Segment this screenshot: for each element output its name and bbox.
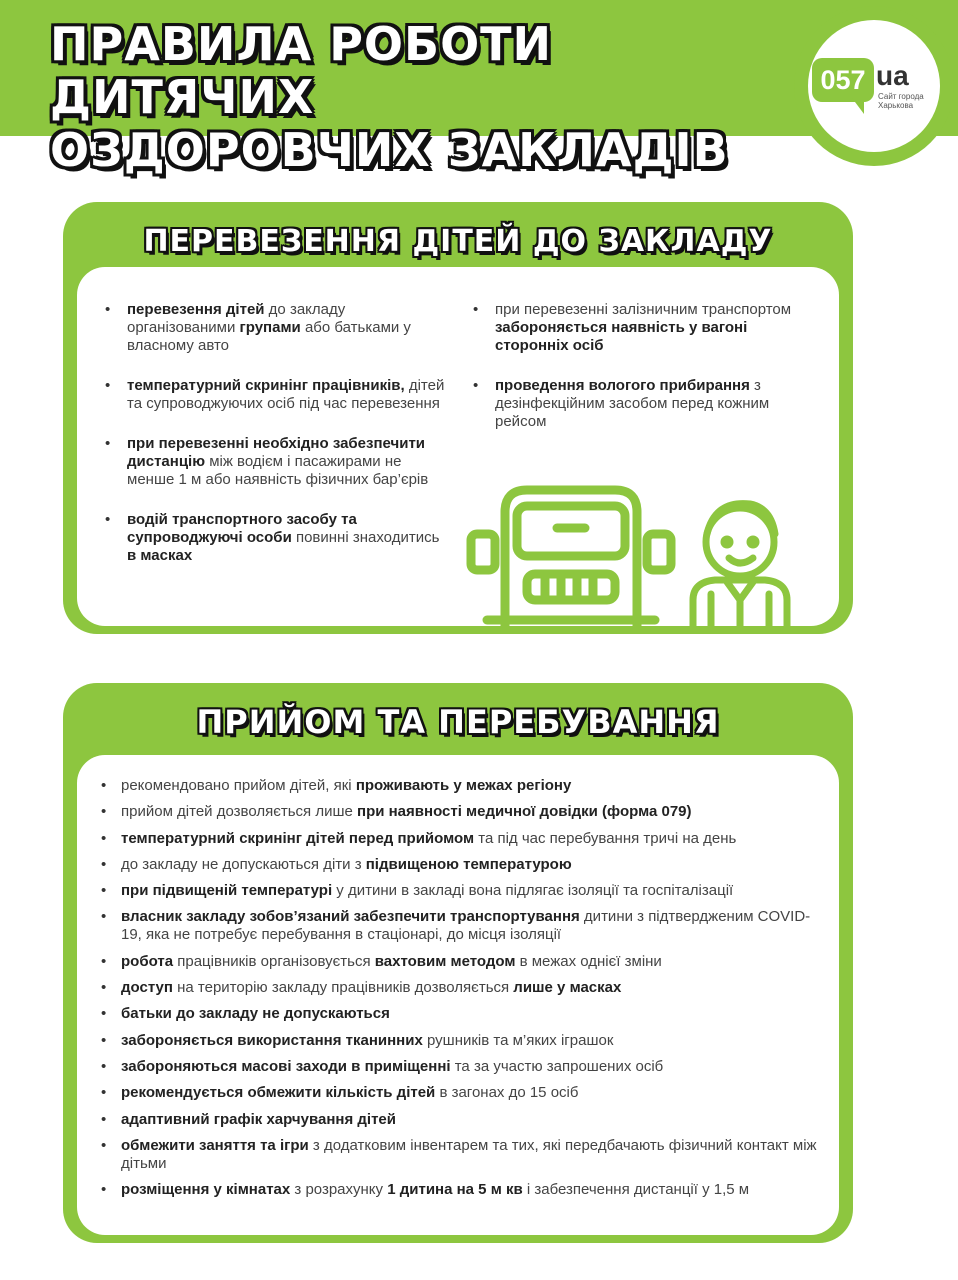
item-text: і забезпечення дистанції у 1,5 м [522,1181,750,1199]
item-text: рушників та м’яких іграшок [422,1031,614,1049]
item-text-bold: забороняються масові заходи в приміщенні [121,1057,451,1075]
item-text: з розрахунку [290,1181,388,1199]
list-item [99,856,829,874]
item-text: до закладу не допускаються діти з [121,855,366,873]
list-item [99,882,829,900]
item-text: в загонах до 15 осіб [435,1084,579,1102]
bus-icon [471,490,671,626]
logo-suffix: ua [876,60,909,91]
transport-card-body [77,267,839,626]
list-item [99,979,829,997]
item-text-bold: в масках [127,547,193,564]
logo-number: 057 [812,58,874,102]
list-item [99,1181,829,1199]
item-text: працівників організовується [173,952,375,970]
reception-card [63,683,853,1243]
list-item [469,301,814,355]
item-text-bold: вахтовим методом [374,952,516,970]
page-title [50,18,790,177]
transport-right-column [469,301,814,453]
item-text: у дитини в закладі вона підлягає ізоляції та госпіталізації [332,882,734,900]
item-text: дитини з підтвердженим COVID-19, яка не потребує перебування в стаціонарі, до місця ізоляції [121,908,811,944]
list-item [99,1005,829,1023]
transport-card-title: ПЕРЕВЕЗЕННЯ ДІТЕЙ ДО ЗАКЛАДУ [143,224,773,259]
page-title-line-1: ПРАВИЛА РОБОТИ ДИТЯЧИХ [50,17,553,124]
item-text: на територію закладу працівників дозволяється [172,979,514,997]
item-text-bold: температурний скринінг дітей перед прийомом [121,829,475,847]
item-text-bold: власник закладу зобов’язаний забезпечити транспортування [121,908,580,926]
item-text-bold: проведення вологого прибирання [495,377,750,394]
list-item [99,1084,829,1102]
item-text-bold: перевезення дітей [127,301,265,318]
item-text-bold: лише у масках [513,979,622,997]
list-item [99,908,829,944]
item-text-bold: групами [239,319,301,336]
item-text-bold: водій транспортного засобу та супроводжуючі особи [127,511,357,546]
item-text-bold: доступ [121,979,173,997]
list-item [99,953,829,971]
item-text: або батьками у власному авто [127,319,411,354]
child-icon [693,504,787,626]
list-item [99,1032,829,1050]
item-text-bold: проживають у межах регіону [355,777,572,794]
item-text-bold: підвищеною температурою [365,855,572,873]
item-text: повинні знаходитись [291,529,440,546]
list-item [99,1111,829,1129]
item-text-bold: при наявності медичної довідки (форма 079) [357,803,692,821]
item-text-bold: при підвищеній температурі [121,882,333,900]
reception-card-body [77,755,839,1235]
list-item [99,1058,829,1076]
list-item [99,830,829,848]
transport-card [63,202,853,634]
item-text: між водієм і пасажирами не менше 1 м або наявність фізичних бар’єрів [127,453,429,488]
item-text: при перевезенні залізничним транспортом [495,301,792,318]
list-item [101,377,446,413]
item-text-bold: при перевезенні необхідно забезпечити дистанцію [127,435,426,470]
item-text: з додатковим інвентарем та тих, які передбачають фізичний контакт між дітьми [121,1136,817,1172]
list-item [101,301,446,355]
item-text: та під час перебування тричі на день [474,829,737,847]
list-item [99,1137,829,1173]
item-text-bold: батьки до закладу не допускаються [121,1005,390,1023]
item-text-bold: адаптивний графік харчування дітей [121,1110,396,1128]
item-text: в межах однієї зміни [515,952,662,970]
item-text: рекомендовано прийом дітей, які [121,777,356,794]
logo-tagline: Сайт города Харькова [878,92,924,110]
list-item [101,435,446,489]
item-text-bold: рекомендується обмежити кількість дітей [121,1084,436,1102]
logo-bubble-tail [852,98,864,114]
item-text-bold: забороняється наявність у вагоні сторонніх осіб [495,319,748,354]
reception-list [99,777,829,1207]
item-text: дітей та супроводжуючих осіб під час перевезення [127,377,445,412]
item-text-bold: обмежити заняття та ігри [121,1136,309,1154]
list-item [99,777,829,795]
item-text: прийом дітей дозволяється лише [121,803,358,821]
item-text-bold: розміщення у кімнатах [121,1181,291,1199]
item-text-bold: температурний скринінг працівників, [127,377,405,394]
page-title-line-2: ОЗДОРОВЧИХ ЗАКЛАДІВ [50,123,729,177]
transport-illustration [465,482,805,626]
item-text-bold: 1 дитина на 5 м кв [387,1181,523,1199]
item-text: та за участю запрошених осіб [450,1057,664,1075]
transport-left-column [101,301,446,587]
list-item [101,511,446,565]
item-text: до закладу організованими [127,301,346,336]
item-text-bold: забороняється використання тканинних [121,1031,423,1049]
reception-card-title: ПРИЙОМ ТА ПЕРЕБУВАННЯ [196,703,720,741]
item-text: з дезінфекційним засобом перед кожним рейсом [495,377,770,430]
list-item [469,377,814,431]
item-text-bold: робота [121,952,174,970]
list-item [99,803,829,821]
